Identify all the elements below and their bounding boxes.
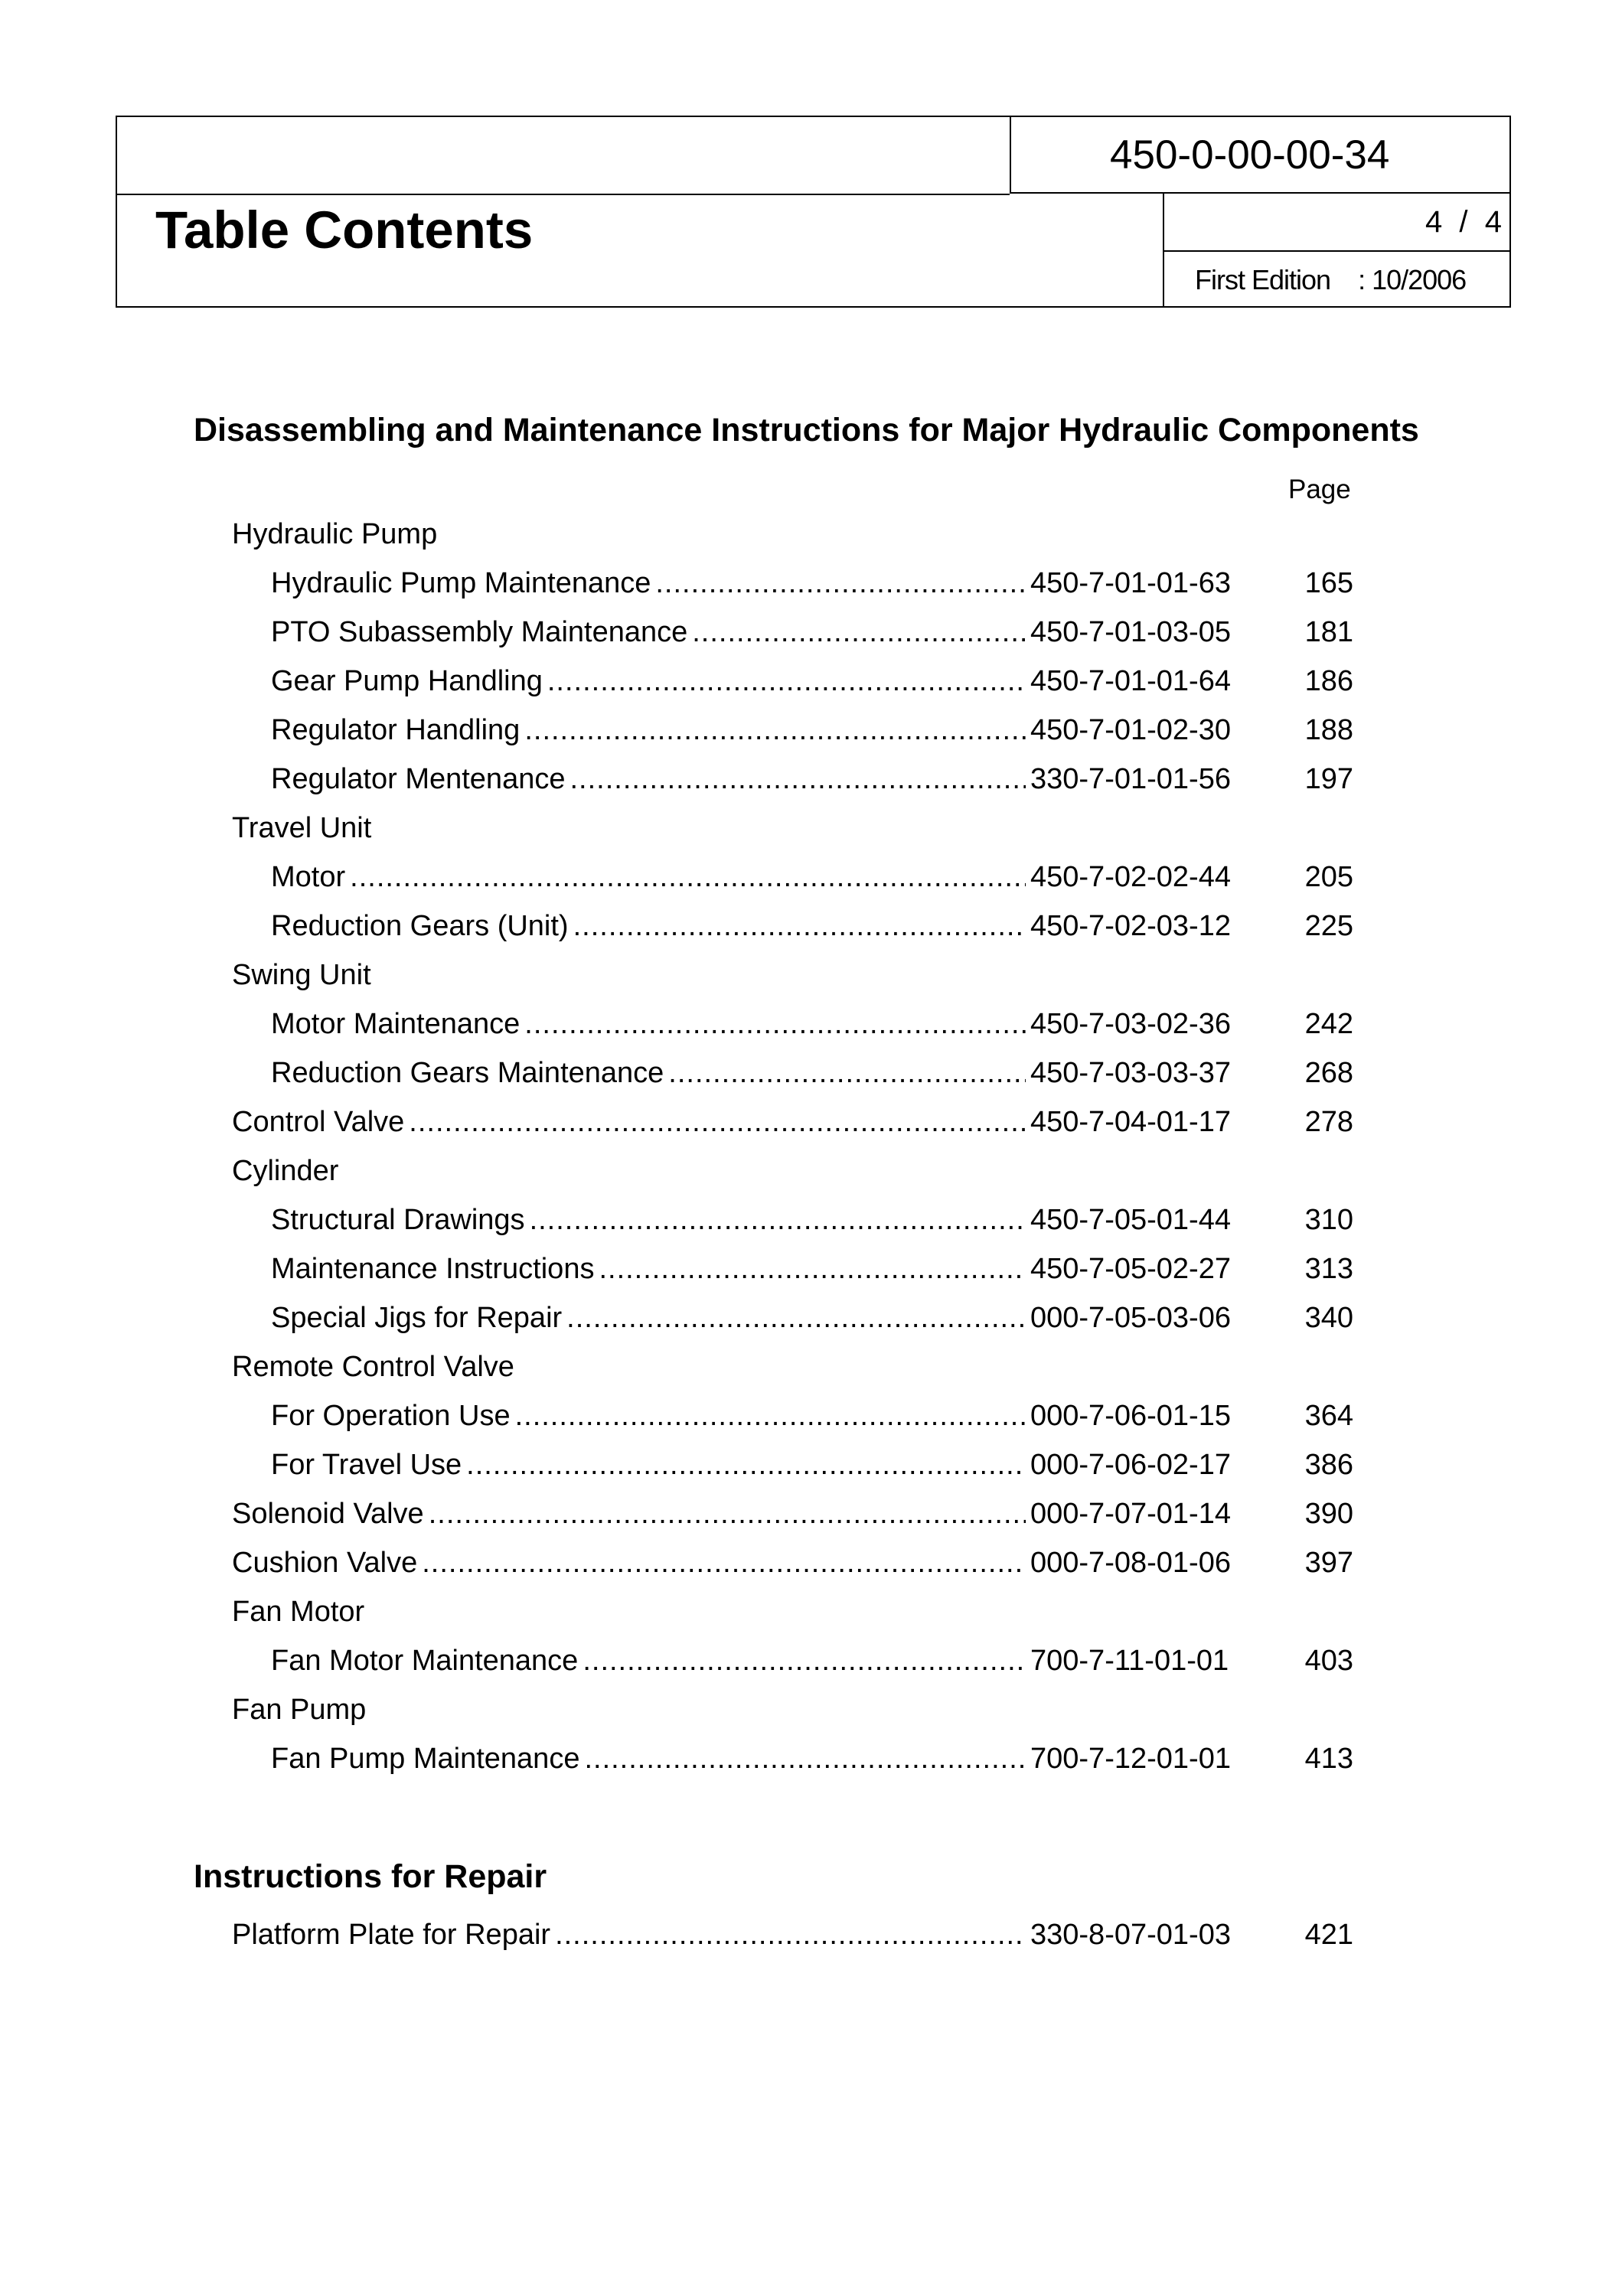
toc-group-label: Swing Unit (232, 958, 371, 991)
toc-entry-code: 450-7-02-03-12 (1030, 909, 1231, 942)
toc-entry-page: 340 (1304, 1301, 1353, 1334)
toc-entry-label: Gear Pump Handling (271, 664, 543, 697)
leader-dots (429, 1498, 1026, 1531)
leader-dots (584, 1743, 1026, 1776)
toc-entry-code: 450-7-03-02-36 (1030, 1007, 1231, 1040)
toc-entry (271, 853, 1353, 902)
toc-entry-code: 450-7-01-02-30 (1030, 713, 1231, 746)
leader-dots (515, 1400, 1026, 1433)
toc-entry (232, 1489, 1353, 1538)
toc-entry-code: 450-7-01-01-63 (1030, 566, 1231, 599)
toc-entry-code: 450-7-05-01-44 (1030, 1203, 1231, 1236)
toc-entry (271, 1734, 1353, 1783)
toc-entry-code: 450-7-03-03-37 (1030, 1056, 1231, 1089)
toc-group (232, 1342, 1353, 1391)
toc-entry-label: Motor Maintenance (271, 1007, 521, 1040)
header-divider (117, 194, 1010, 195)
toc-group-label: Remote Control Valve (232, 1350, 514, 1383)
toc-entry-page: 186 (1304, 664, 1353, 697)
toc-entry-label: Solenoid Valve (232, 1497, 424, 1530)
toc-entry (271, 755, 1353, 804)
toc-entry (232, 1097, 1353, 1146)
leader-dots (466, 1449, 1026, 1482)
toc-entry-label: Cushion Valve (232, 1546, 418, 1579)
toc-entry-label: For Operation Use (271, 1399, 511, 1432)
leader-dots (655, 567, 1026, 600)
toc-entry (271, 1636, 1353, 1685)
toc-entry-code: 450-7-01-01-64 (1030, 664, 1231, 697)
leader-dots (524, 1008, 1026, 1041)
toc-entry-code: 700-7-11-01-01 (1030, 1644, 1229, 1677)
toc-entry-label: Regulator Handling (271, 713, 521, 746)
toc-entry-page: 403 (1304, 1644, 1353, 1677)
toc-entry (271, 902, 1353, 951)
leader-dots (692, 616, 1026, 649)
toc-entry (271, 706, 1353, 755)
leader-dots (599, 1253, 1026, 1286)
toc-entry-page: 413 (1304, 1742, 1353, 1775)
toc-entry (232, 1538, 1353, 1587)
toc-entry-page: 310 (1304, 1203, 1353, 1236)
toc-entry-page: 386 (1304, 1448, 1353, 1481)
toc-entry-label: Control Valve (232, 1105, 405, 1138)
toc-entry (271, 1391, 1353, 1440)
toc-group (232, 510, 1353, 559)
toc-entry-page: 242 (1304, 1007, 1353, 1040)
toc-entry-label: Special Jigs for Repair (271, 1301, 563, 1334)
toc-group-label: Hydraulic Pump (232, 517, 438, 550)
toc-entry-page: 188 (1304, 713, 1353, 746)
leader-dots (583, 1645, 1026, 1678)
page-title: Table Contents (155, 201, 534, 259)
leader-dots (569, 763, 1026, 796)
document-number: 450-0-00-00-34 (1010, 117, 1511, 194)
toc-entry-label: Regulator Mentenance (271, 762, 566, 795)
toc-group (232, 1685, 1353, 1734)
toc-entry-code: 000-7-06-01-15 (1030, 1399, 1231, 1432)
toc-entry (271, 1440, 1353, 1489)
leader-dots (547, 665, 1026, 698)
toc-group (232, 1146, 1353, 1195)
toc-entry-label: PTO Subassembly Maintenance (271, 615, 688, 648)
document-header (116, 116, 1511, 308)
toc-group-label: Travel Unit (232, 811, 372, 844)
toc-entry-label: Structural Drawings (271, 1203, 525, 1236)
toc-group (232, 1587, 1353, 1636)
toc-entry (271, 657, 1353, 706)
toc-group-label: Fan Pump (232, 1693, 367, 1726)
toc-entry-code: 000-7-07-01-14 (1030, 1497, 1231, 1530)
toc-entry-label: Platform Plate for Repair (232, 1918, 551, 1951)
toc-entry-page: 364 (1304, 1399, 1353, 1432)
toc-group-label: Cylinder (232, 1154, 339, 1187)
toc-entry-page: 197 (1304, 762, 1353, 795)
toc-entry (271, 1000, 1353, 1049)
toc-entry (271, 608, 1353, 657)
edition-info (1163, 252, 1511, 308)
toc-entry-code: 450-7-01-03-05 (1030, 615, 1231, 648)
toc-entry-label: Reduction Gears (Unit) (271, 909, 569, 942)
page-column-label: Page (1288, 475, 1351, 504)
toc-entry-code: 000-7-05-03-06 (1030, 1301, 1231, 1334)
leader-dots (555, 1919, 1026, 1952)
toc-entry-label: Maintenance Instructions (271, 1252, 595, 1285)
toc-entry-page: 181 (1304, 615, 1353, 648)
toc-entry-label: Fan Motor Maintenance (271, 1644, 579, 1677)
toc-entry (271, 1244, 1353, 1293)
toc-entry-page: 421 (1304, 1918, 1353, 1951)
toc-entry-code: 450-7-02-02-44 (1030, 860, 1231, 893)
leader-dots (566, 1302, 1026, 1335)
leader-dots (422, 1547, 1026, 1580)
toc-group (232, 804, 1353, 853)
toc-entry-page: 268 (1304, 1056, 1353, 1089)
toc-entry-code: 330-7-01-01-56 (1030, 762, 1231, 795)
edition-label: First Edition (1195, 263, 1331, 295)
toc-entry-label: Reduction Gears Maintenance (271, 1056, 664, 1089)
toc-entry-label: Fan Pump Maintenance (271, 1742, 580, 1775)
leader-dots (350, 861, 1026, 894)
leader-dots (668, 1057, 1026, 1090)
section-title-hydraulic-components: Disassembling and Maintenance Instructions for Major Hydraulic Components (194, 412, 1419, 448)
toc-group-label: Fan Motor (232, 1595, 365, 1628)
toc-entry-page: 205 (1304, 860, 1353, 893)
toc-entry-page: 397 (1304, 1546, 1353, 1579)
page-indicator: 4 / 4 (1163, 194, 1511, 252)
toc-entry (232, 1910, 1353, 1959)
toc-entry-page: 165 (1304, 566, 1353, 599)
toc-entry-code: 450-7-05-02-27 (1030, 1252, 1231, 1285)
edition-date: : 10/2006 (1358, 263, 1467, 295)
toc-entry-label: Hydraulic Pump Maintenance (271, 566, 651, 599)
toc-entry-code: 000-7-06-02-17 (1030, 1448, 1231, 1481)
leader-dots (524, 714, 1026, 747)
toc-group (232, 951, 1353, 1000)
toc-entry (271, 1293, 1353, 1342)
toc-entry-label: Motor (271, 860, 346, 893)
toc-entry-page: 313 (1304, 1252, 1353, 1285)
toc-entry-page: 278 (1304, 1105, 1353, 1138)
toc-entry-page: 225 (1304, 909, 1353, 942)
leader-dots (530, 1204, 1026, 1237)
toc-entry-code: 330-8-07-01-03 (1030, 1918, 1231, 1951)
toc-entry-code: 700-7-12-01-01 (1030, 1742, 1231, 1775)
toc-entry-code: 000-7-08-01-06 (1030, 1546, 1231, 1579)
toc-entry (271, 559, 1353, 608)
toc-entry-code: 450-7-04-01-17 (1030, 1105, 1231, 1138)
leader-dots (573, 910, 1026, 943)
leader-dots (409, 1106, 1026, 1139)
toc-entry (271, 1049, 1353, 1097)
toc-entry (271, 1195, 1353, 1244)
toc-entry-label: For Travel Use (271, 1448, 462, 1481)
section-title-repair: Instructions for Repair (194, 1858, 547, 1895)
toc-entry-page: 390 (1304, 1497, 1353, 1530)
